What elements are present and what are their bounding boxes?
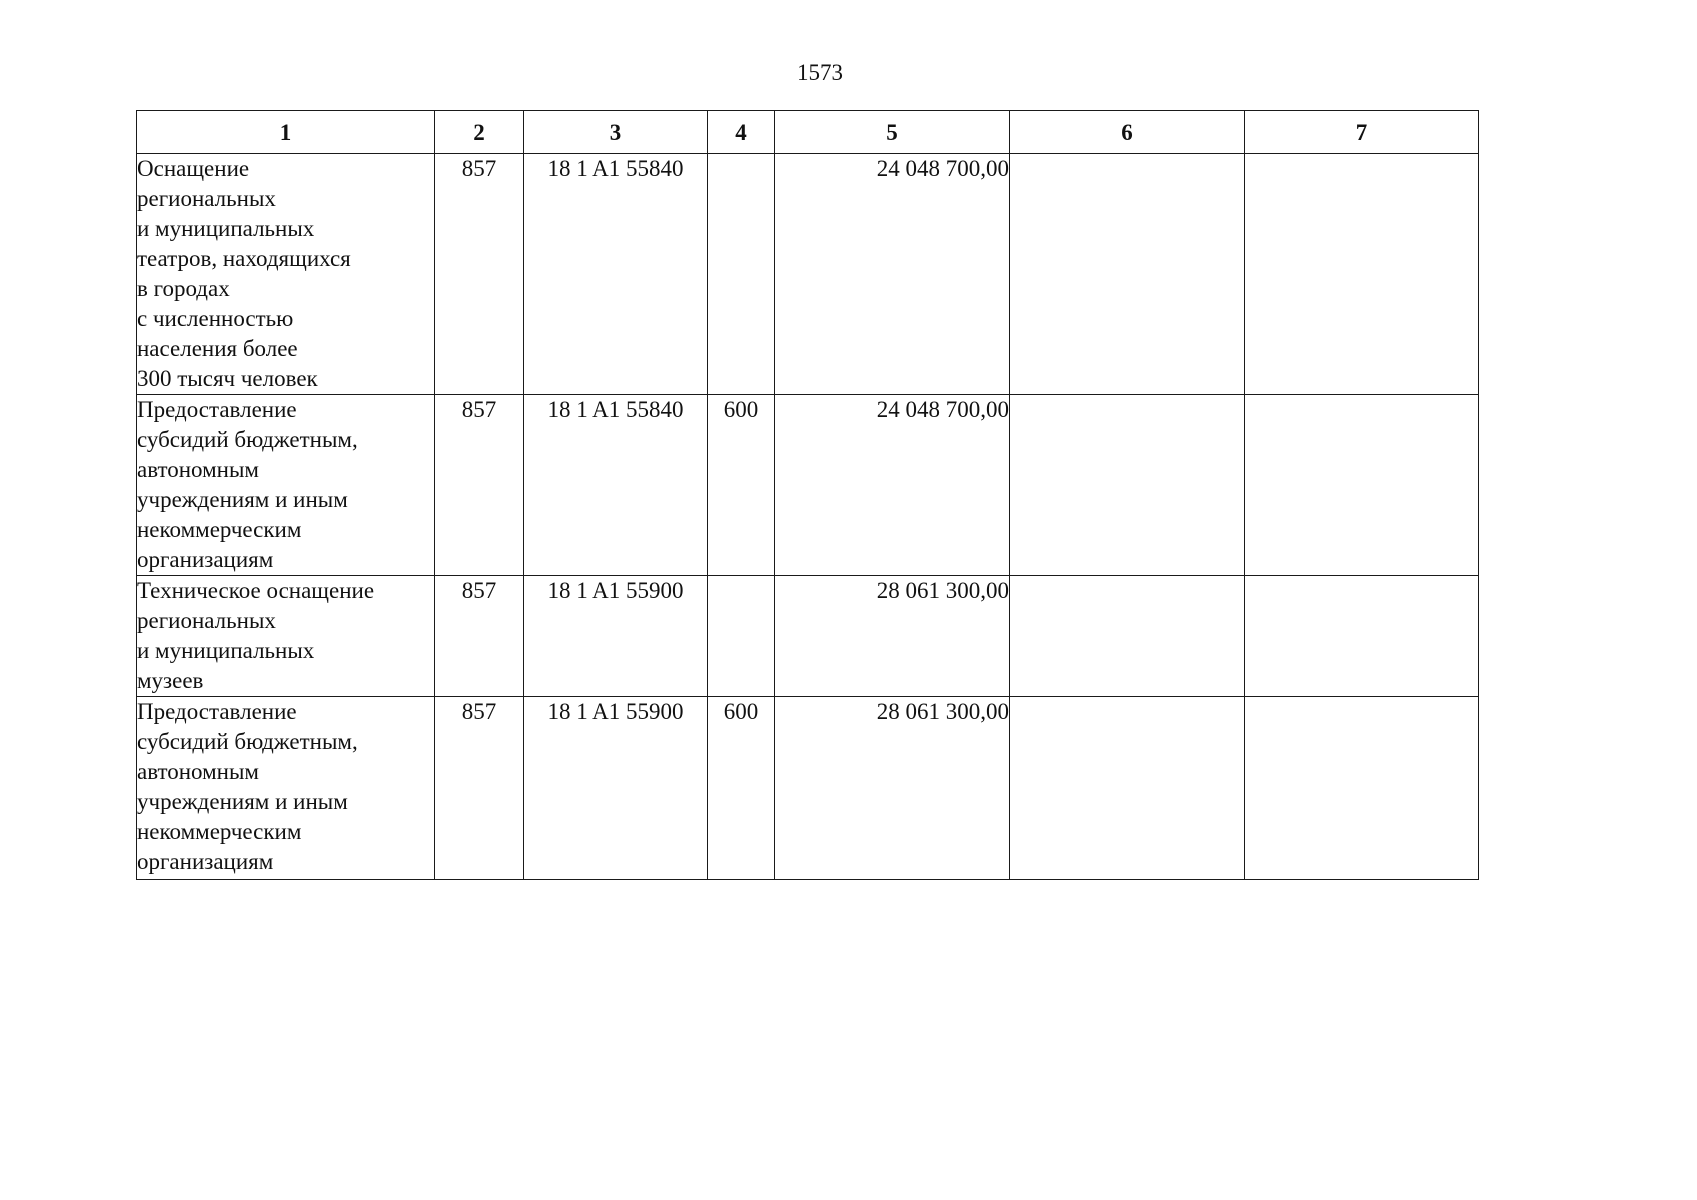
column-7-cell [1245,576,1479,697]
expense-type-code [708,576,775,697]
column-6-cell [1010,395,1245,576]
column-header-5: 5 [775,111,1010,154]
column-header-3: 3 [524,111,708,154]
expense-type-code: 600 [708,395,775,576]
target-article-code: 18 1 A1 55900 [524,697,708,880]
expense-type-code [708,154,775,395]
column-header-2: 2 [435,111,524,154]
amount-value: 24 048 700,00 [775,395,1010,576]
column-header-1: 1 [137,111,435,154]
table-row [137,395,1479,576]
amount-value: 28 061 300,00 [775,576,1010,697]
table-row [137,154,1479,395]
column-7-cell [1245,395,1479,576]
row-name: Техническое оснащение региональных и муниципальных музеев [137,576,435,697]
target-article-code: 18 1 A1 55840 [524,154,708,395]
ministry-code: 857 [435,154,524,395]
budget-table [136,110,1479,880]
row-name: Предоставление субсидий бюджетным, автономным учреждениям и иным некоммерческим организациям [137,697,435,880]
column-6-cell [1010,697,1245,880]
ministry-code: 857 [435,697,524,880]
column-7-cell [1245,154,1479,395]
amount-value: 28 061 300,00 [775,697,1010,880]
ministry-code: 857 [435,576,524,697]
table-row [137,697,1479,880]
column-7-cell [1245,697,1479,880]
row-name: Предоставление субсидий бюджетным, автономным учреждениям и иным некоммерческим организациям [137,395,435,576]
ministry-code: 857 [435,395,524,576]
amount-value: 24 048 700,00 [775,154,1010,395]
target-article-code: 18 1 A1 55840 [524,395,708,576]
page-number: 1573 [797,60,843,85]
row-name: Оснащение региональных и муниципальных театров, находящихся в городах с численностью населения более 300 тысяч человек [137,154,435,395]
column-6-cell [1010,154,1245,395]
header-row [137,111,1479,154]
table-row [137,576,1479,697]
column-header-4: 4 [708,111,775,154]
column-header-6: 6 [1010,111,1245,154]
column-6-cell [1010,576,1245,697]
target-article-code: 18 1 A1 55900 [524,576,708,697]
column-header-7: 7 [1245,111,1479,154]
expense-type-code: 600 [708,697,775,880]
